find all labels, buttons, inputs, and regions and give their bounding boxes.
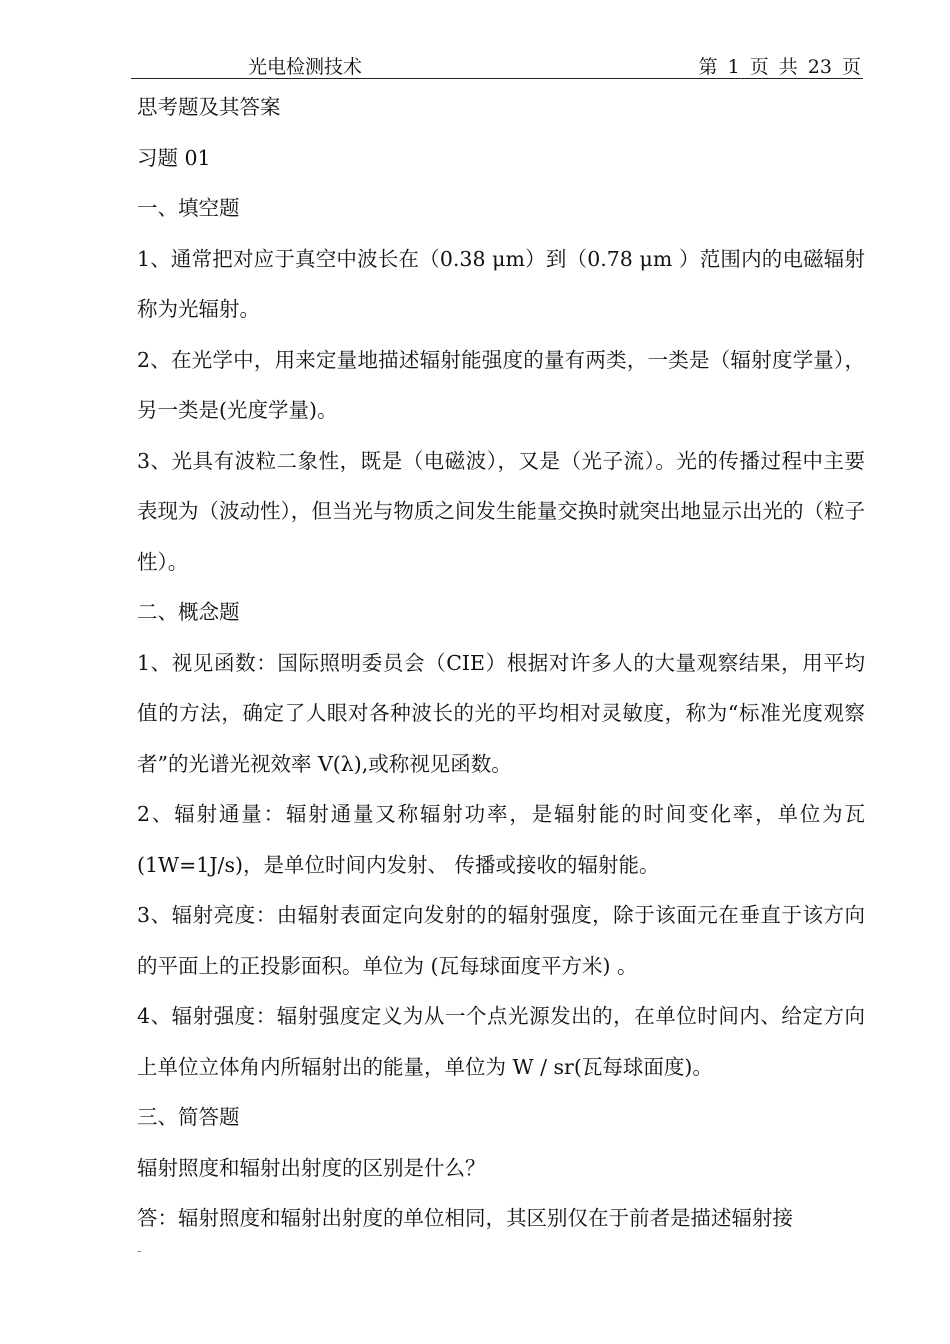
concept-item-3: 3、辐射亮度：由辐射表面定向发射的的辐射强度，除于该面元在垂直于该方向的平面上的正投影面积。单位为 (瓦每球面度平方米) 。 (137, 903, 865, 978)
page-number: 第 1 页 共 23 页 (698, 56, 861, 78)
fill-blank-heading: 一、填空题 (137, 196, 240, 220)
section-heading: 思考题及其答案 (137, 95, 281, 119)
fill-blank-question-3: 3、光具有波粒二象性，既是（电磁波），又是（光子流）。光的传播过程中主要表现为（波动性），但当光与物质之间发生能量交换时就突出地显示出光的（粒子性）。 (137, 448, 865, 574)
concept-heading: 二、概念题 (137, 600, 240, 624)
document-body (137, 82, 865, 1244)
short-answer-question: 辐射照度和辐射出射度的区别是什么？ (137, 1155, 486, 1180)
page-footer-mark: - (137, 1244, 142, 1258)
exercise-heading: 习题 01 (137, 145, 211, 170)
page-header (131, 46, 863, 79)
concept-item-4: 4、辐射强度：辐射强度定义为从一个点光源发出的，在单位时间内、给定方向上单位立体角内所辐射出的能量，单位为 W / sr(瓦每球面度)。 (137, 1004, 865, 1079)
fill-blank-question-2: 2、在光学中，用来定量地描述辐射能强度的量有两类，一类是（辐射度学量），另一类是(光度学量)。 (137, 347, 865, 422)
short-answer-heading: 三、简答题 (137, 1105, 240, 1129)
document-title: 光电检测技术 (248, 56, 363, 78)
concept-item-1: 1、视见函数：国际照明委员会（CIE）根据对许多人的大量观察结果，用平均值的方法，确定了人眼对各种波长的光的平均相对灵敏度，称为“标准光度观察者”的光谱光视效率 V(λ),或称视见函数。 (137, 650, 865, 776)
short-answer-answer: 答：辐射照度和辐射出射度的单位相同，其区别仅在于前者是描述辐射接 (137, 1206, 793, 1230)
fill-blank-question-1: 1、通常把对应于真空中波长在（0.38 μm）到（0.78 μm ）范围内的电磁辐射称为光辐射。 (137, 246, 865, 321)
concept-item-2: 2、辐射通量：辐射通量又称辐射功率，是辐射能的时间变化率，单位为瓦(1W=1J/s)，是单位时间内发射、 传播或接收的辐射能。 (137, 802, 865, 877)
